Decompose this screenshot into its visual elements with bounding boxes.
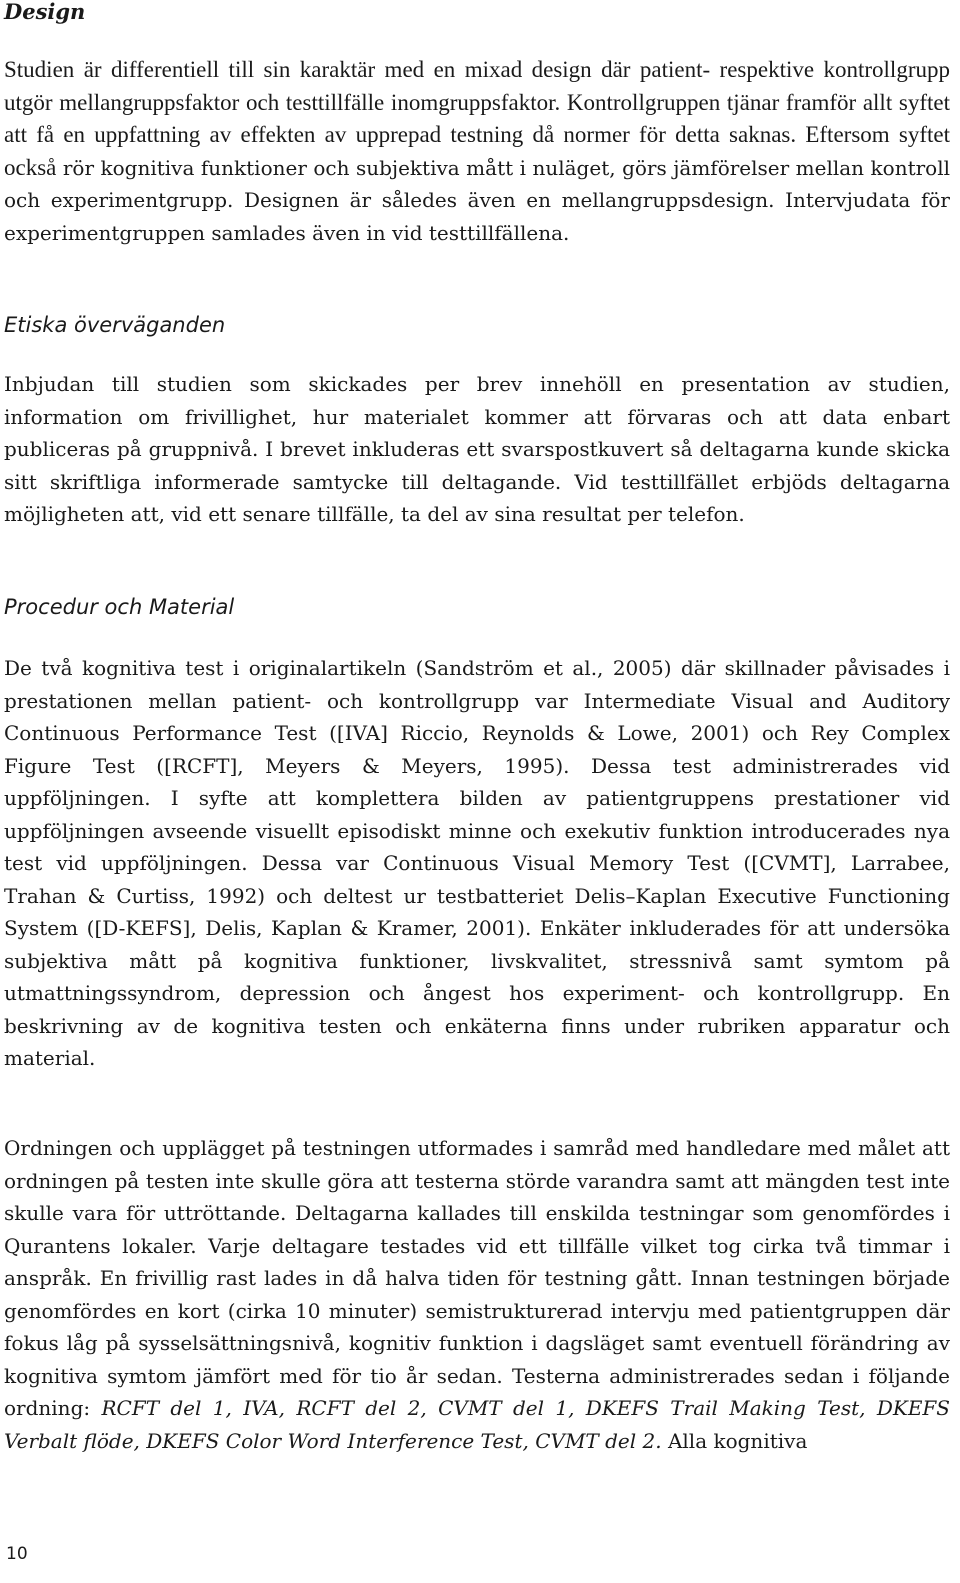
paragraph-design-part-b: rör kognitiva funktioner och subjektiva mått i nuläget, görs jämförelser mellan kontroll och experimentgrupp. Designen är således även en mellangruppsdesign. Intervjudata för experimentgruppen samlades även in vid testtillfällena.	[4, 155, 950, 245]
paragraph-design-part-a: Studien är differentiell till sin karaktär med en mixad design där patient- respektive kontrollgrupp utgör mellangruppsfaktor och testtillfälle inomgruppsfaktor. Kontrollgruppen tjänar framför allt syftet att få en uppfattning av effekten av upprepad testning då normer för detta saknas. Eftersom syftet också	[4, 57, 950, 180]
paragraph-procedure-2-tail: Alla kognitiva	[661, 1428, 808, 1453]
paragraph-procedure-2-text: Ordningen och upplägget på testningen utformades i samråd med handledare med målet att ordningen på testen inte skulle göra att testerna störde varandra samt att mängden test inte skulle vara för uttröttande. Deltagarna kallades till enskilda testningar som genomfördes i Qurantens lokaler. Varje deltagare testades vid ett tillfälle vilket tog cirka två timmar i anspråk. En frivillig rast lades in då halva tiden för testning gått. Innan testningen började genomfördes en kort (cirka 10 minuter) semistrukturerad intervju med patientgruppen där fokus låg på sysselsättningsnivå, kognitiv funktion i dagsläget samt eventuell förändring av kognitiva symtom jämfört med för tio år sedan. Testerna administrerades sedan i följande ordning:	[4, 1136, 950, 1420]
section-heading-design: Design	[4, 0, 86, 24]
section-heading-procedure: Procedur och Material	[4, 595, 235, 619]
section-heading-ethics: Etiska överväganden	[4, 313, 226, 337]
paragraph-procedure-2	[4, 1132, 950, 1457]
page-number: 10	[6, 1544, 28, 1564]
test-order-list: RCFT del 1, IVA, RCFT del 2, CVMT del 1, DKEFS Trail Making Test, DKEFS Verbalt flöde, DKEFS Color Word Interference Test, CVMT del 2.	[4, 1396, 950, 1453]
paragraph-design	[4, 54, 950, 249]
paragraph-procedure-1: De två kognitiva test i originalartikeln (Sandström et al., 2005) där skillnader påvisades i prestationen mellan patient- och kontrollgrupp var Intermediate Visual and Auditory Continuous Performance Test ([IVA] Riccio, Reynolds & Lowe, 2001) och Rey Complex Figure Test ([RCFT], Meyers & Meyers, 1995). Dessa test administrerades vid uppföljningen. I syfte att komplettera bilden av patientgruppens prestationer vid uppföljningen avseende visuellt episodiskt minne och exekutiv funktion introducerades nya test vid uppföljningen. Dessa var Continuous Visual Memory Test ([CVMT], Larrabee, Trahan & Curtiss, 1992) och deltest ur testbatteriet Delis–Kaplan Executive Functioning System ([D-KEFS], Delis, Kaplan & Kramer, 2001). Enkäter inkluderades för att undersöka subjektiva mått på kognitiva funktioner, livskvalitet, stressnivå samt symtom på utmattningssyndrom, depression och ångest hos experiment- och kontrollgrupp. En beskrivning av de kognitiva testen och enkäterna finns under rubriken apparatur och material.	[4, 656, 950, 1070]
paragraph-ethics: Inbjudan till studien som skickades per brev innehöll en presentation av studien, information om frivillighet, hur materialet kommer att förvaras och att data enbart publiceras på gruppnivå. I brevet inkluderas ett svarspostkuvert så deltagarna kunde skicka sitt skriftliga informerade samtycke till deltagande. Vid testtillfället erbjöds deltagarna möjligheten att, vid ett senare tillfälle, ta del av sina resultat per telefon.	[4, 372, 950, 526]
